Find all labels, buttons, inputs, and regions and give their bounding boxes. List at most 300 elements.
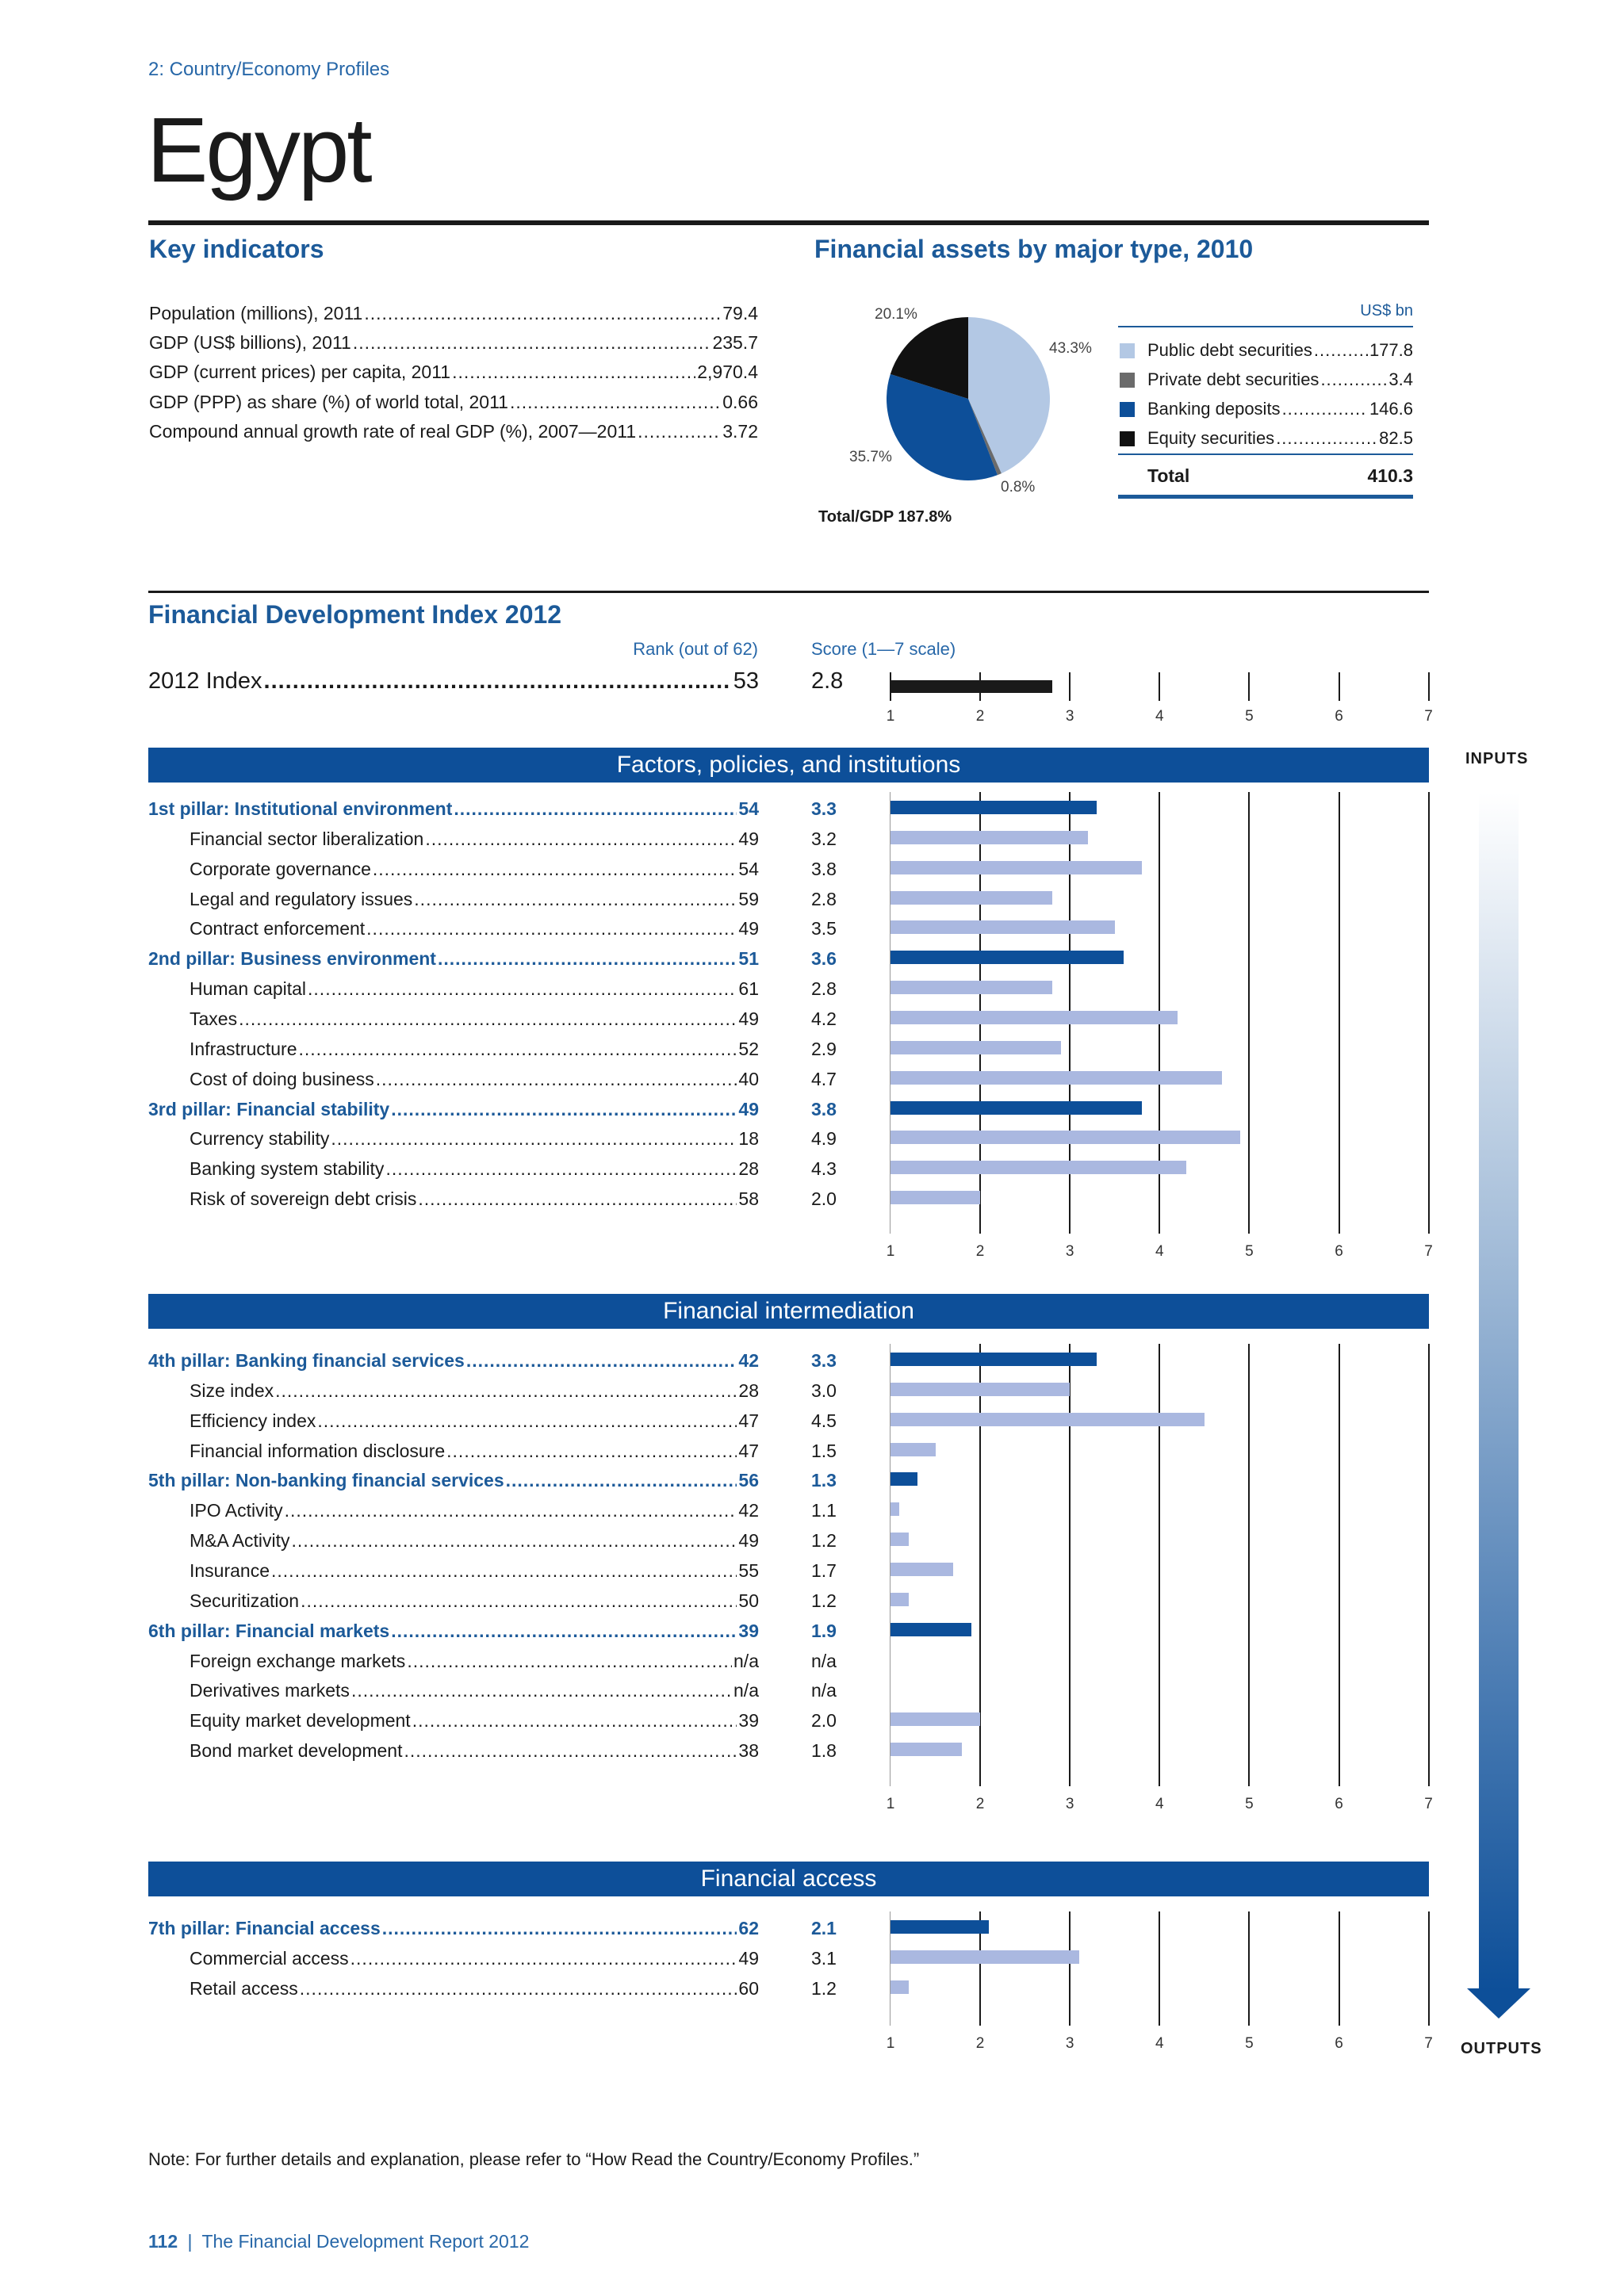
- section-axis-tick: 1: [886, 1796, 895, 1812]
- pillar-score-bar: [891, 1472, 917, 1486]
- footer-separator: |: [187, 2231, 193, 2252]
- financial-assets-pie-chart: [864, 305, 1063, 496]
- row-rank: 52: [738, 1039, 759, 1059]
- section-axis-tick: 4: [1155, 2035, 1164, 2052]
- leader-dots: [638, 421, 721, 442]
- section-axis-tick: 6: [1335, 1796, 1343, 1812]
- key-indicator-row: [149, 332, 758, 354]
- row-score: n/a: [811, 1680, 837, 1701]
- legend-total-rule: [1118, 453, 1413, 455]
- row-label: Retail access: [190, 1978, 298, 1999]
- indicator-row: [190, 1651, 759, 1679]
- legend-label: Public debt securities: [1147, 340, 1312, 360]
- legend-item: [1147, 369, 1413, 390]
- leader-dots: [452, 362, 695, 383]
- row-score: 3.2: [811, 828, 837, 849]
- row-score: 1.2: [811, 1530, 837, 1551]
- legend-label: Banking deposits: [1147, 399, 1281, 419]
- index-label: 2012 Index: [148, 668, 262, 694]
- section-axis-tick: 1: [886, 1243, 895, 1260]
- row-label: M&A Activity: [190, 1530, 290, 1551]
- row-label: 3rd pillar: Financial stability: [148, 1099, 390, 1119]
- gridline: [1069, 672, 1071, 701]
- index-score-bar: [891, 680, 1052, 693]
- leader-dots: [414, 889, 737, 910]
- section-axis-tick: 7: [1424, 1243, 1433, 1260]
- indicator-row: [190, 1590, 759, 1619]
- leader-dots: [391, 1621, 737, 1642]
- index-axis-tick: 2: [975, 708, 985, 725]
- pillar-score-bar: [891, 801, 1097, 814]
- row-label: Taxes: [190, 1008, 238, 1029]
- row-label: Infrastructure: [190, 1039, 297, 1059]
- indicator-score-bar: [891, 1161, 1186, 1174]
- indicator-row: [190, 1069, 759, 1097]
- legend-value: 82.5: [1379, 428, 1413, 448]
- row-score: 3.8: [811, 1099, 837, 1119]
- unit-label: US$ bn: [1360, 302, 1413, 320]
- pie-label-banking: 35.7%: [849, 449, 892, 465]
- pillar-row: [148, 948, 759, 977]
- indicator-score-bar: [891, 1980, 909, 1994]
- row-rank: 47: [738, 1410, 759, 1431]
- row-rank: 49: [738, 1530, 759, 1551]
- row-score: n/a: [811, 1651, 837, 1671]
- indicator-row: [190, 1740, 759, 1769]
- fdi-heading: Financial Development Index 2012: [148, 600, 562, 629]
- row-rank: 39: [738, 1710, 759, 1731]
- row-rank: 50: [738, 1590, 759, 1611]
- index-axis-tick: 4: [1155, 708, 1164, 725]
- leader-dots: [438, 948, 737, 970]
- pillar-row: [148, 1621, 759, 1649]
- pillar-score-bar: [891, 1101, 1142, 1115]
- indicator-score-bar: [891, 1413, 1205, 1426]
- index-axis-tick: 6: [1335, 708, 1343, 725]
- leader-dots: [353, 332, 711, 354]
- section-axis-tick: 3: [1065, 1796, 1074, 1812]
- key-indicator-value: 0.66: [722, 392, 758, 412]
- row-label: Corporate governance: [190, 859, 371, 879]
- indicator-score-bar: [891, 891, 1052, 905]
- leader-dots: [412, 1710, 737, 1732]
- legend-value: 146.6: [1369, 399, 1413, 419]
- indicator-row: [190, 859, 759, 887]
- indicator-row: [190, 889, 759, 917]
- pie-label-equity: 20.1%: [875, 306, 917, 323]
- section-axis-tick: 2: [975, 1796, 985, 1812]
- key-indicator-value: 2,970.4: [697, 362, 758, 382]
- section-axis-tick: 1: [886, 2035, 895, 2052]
- leader-dots: [466, 1350, 737, 1372]
- pie-label-public: 43.3%: [1049, 340, 1092, 357]
- leader-dots: [506, 1470, 737, 1491]
- legend-label: Equity securities: [1147, 428, 1275, 448]
- row-score: 2.0: [811, 1188, 837, 1209]
- gridline: [1248, 792, 1250, 1234]
- page-number: 112: [148, 2231, 178, 2252]
- indicator-score-bar: [891, 1743, 962, 1756]
- row-rank: 49: [738, 1099, 759, 1119]
- indicator-score-bar: [891, 1191, 980, 1204]
- indicator-score-bar: [891, 861, 1142, 874]
- index-score: 2.8: [811, 668, 844, 694]
- leader-dots: [510, 392, 721, 413]
- row-label: 4th pillar: Banking financial services: [148, 1350, 465, 1371]
- gridline: [1248, 1911, 1250, 2026]
- row-label: 1st pillar: Institutional environment: [148, 798, 453, 819]
- gridline: [1159, 1911, 1160, 2026]
- gridline: [1428, 1344, 1430, 1786]
- row-rank: 28: [738, 1158, 759, 1179]
- row-score: 1.2: [811, 1978, 837, 1999]
- indicator-row: [190, 1188, 759, 1217]
- section-label: 2: Country/Economy Profiles: [148, 59, 390, 80]
- legend-swatch: [1120, 431, 1135, 446]
- indicator-score-bar: [891, 1502, 899, 1516]
- legend-top-rule: [1118, 326, 1413, 327]
- legend-swatch: [1120, 402, 1135, 417]
- row-score: 4.3: [811, 1158, 837, 1179]
- pillar-score-bar: [891, 1353, 1097, 1366]
- row-rank: 42: [738, 1500, 759, 1521]
- footnote: Note: For further details and explanation, please refer to “How Read the Country/Economy Profiles.”: [148, 2149, 920, 2169]
- indicator-score-bar: [891, 920, 1115, 934]
- indicator-score-bar: [891, 1593, 909, 1606]
- gridline: [1248, 1344, 1250, 1786]
- row-rank: 42: [738, 1350, 759, 1371]
- indicator-score-bar: [891, 981, 1052, 994]
- pillar-row: [148, 798, 759, 827]
- key-indicator-value: 79.4: [722, 303, 758, 323]
- row-rank: 39: [738, 1621, 759, 1641]
- key-indicator-value: 235.7: [712, 332, 758, 353]
- legend-value: 3.4: [1388, 369, 1413, 389]
- row-label: Financial information disclosure: [190, 1441, 446, 1461]
- row-rank: n/a: [733, 1651, 759, 1671]
- row-label: Size index: [190, 1380, 274, 1401]
- key-indicator-label: GDP (current prices) per capita, 2011: [149, 362, 451, 382]
- leader-dots: [382, 1918, 737, 1939]
- gridline: [1248, 672, 1250, 701]
- section-axis-tick: 4: [1155, 1796, 1164, 1812]
- row-score: 1.5: [811, 1441, 837, 1461]
- row-score: 1.9: [811, 1621, 837, 1641]
- indicator-row: [190, 1680, 759, 1709]
- fdi-divider: [148, 591, 1429, 593]
- indicator-score-bar: [891, 831, 1088, 844]
- legend-value: 177.8: [1369, 340, 1413, 360]
- leader-dots: [299, 1039, 737, 1060]
- leader-dots: [350, 1948, 737, 1969]
- leader-dots: [366, 918, 737, 939]
- row-score: 3.6: [811, 948, 837, 969]
- row-label: Insurance: [190, 1560, 270, 1581]
- leader-dots: [385, 1158, 737, 1180]
- index-axis-tick: 1: [886, 708, 895, 725]
- section-banner: Financial intermediation: [148, 1294, 1429, 1329]
- row-score: 1.3: [811, 1470, 837, 1490]
- section-axis-tick: 7: [1424, 2035, 1433, 2052]
- pillar-row: [148, 1470, 759, 1498]
- indicator-score-bar: [891, 1131, 1240, 1144]
- indicator-row: [190, 1441, 759, 1469]
- row-score: 2.8: [811, 889, 837, 909]
- gridline: [1339, 1344, 1340, 1786]
- leader-dots: [425, 828, 737, 850]
- section-axis-tick: 5: [1245, 1796, 1254, 1812]
- leader-dots: [1314, 340, 1368, 361]
- page-title: Egypt: [147, 98, 370, 201]
- gridline: [1339, 672, 1340, 701]
- pillar-score-bar: [891, 951, 1124, 964]
- section-axis-tick: 3: [1065, 2035, 1074, 2052]
- section-axis-tick: 7: [1424, 1796, 1433, 1812]
- row-score: 3.0: [811, 1380, 837, 1401]
- key-indicator-row: [149, 421, 758, 442]
- row-rank: 54: [738, 859, 759, 879]
- leader-dots: [446, 1441, 737, 1462]
- row-label: Human capital: [190, 978, 307, 999]
- gridline: [1339, 1911, 1340, 2026]
- indicator-row: [190, 918, 759, 947]
- total-value: 410.3: [1367, 465, 1413, 486]
- gridline: [1069, 1911, 1071, 2026]
- index-row: [148, 668, 759, 695]
- row-score: 3.3: [811, 1350, 837, 1371]
- section-axis-tick: 5: [1245, 2035, 1254, 2052]
- row-score: 2.8: [811, 978, 837, 999]
- key-indicator-row: [149, 303, 758, 324]
- row-label: Financial sector liberalization: [190, 828, 424, 849]
- indicator-row: [190, 1008, 759, 1037]
- index-axis-tick: 3: [1065, 708, 1074, 725]
- pillar-row: [148, 1099, 759, 1127]
- inputs-label: INPUTS: [1465, 750, 1529, 767]
- indicator-row: [190, 828, 759, 857]
- leader-dots: [292, 1530, 737, 1552]
- row-label: 6th pillar: Financial markets: [148, 1621, 390, 1641]
- row-rank: 49: [738, 1008, 759, 1029]
- row-score: 4.9: [811, 1128, 837, 1149]
- indicator-row: [190, 978, 759, 1007]
- row-score: 3.3: [811, 798, 837, 819]
- row-rank: 40: [738, 1069, 759, 1089]
- gridline: [1069, 1344, 1071, 1786]
- key-indicator-label: Population (millions), 2011: [149, 303, 363, 323]
- gridline: [1428, 792, 1430, 1234]
- section-axis-tick: 4: [1155, 1243, 1164, 1260]
- leader-dots: [300, 1978, 737, 1999]
- key-indicator-label: Compound annual growth rate of real GDP (%), 2007—2011: [149, 421, 637, 442]
- gridline: [1159, 672, 1160, 701]
- row-score: 3.8: [811, 859, 837, 879]
- leader-dots: [454, 798, 737, 820]
- leader-dots: [1320, 369, 1387, 390]
- indicator-row: [190, 1560, 759, 1589]
- gridline: [1428, 672, 1430, 701]
- row-score: 2.9: [811, 1039, 837, 1059]
- section-axis-tick: 3: [1065, 1243, 1074, 1260]
- row-label: Securitization: [190, 1590, 300, 1611]
- row-label: Foreign exchange markets: [190, 1651, 406, 1671]
- gridline: [1339, 792, 1340, 1234]
- section-banner: Financial access: [148, 1862, 1429, 1896]
- leader-dots: [1282, 399, 1368, 419]
- row-score: 1.1: [811, 1500, 837, 1521]
- row-score: 3.5: [811, 918, 837, 939]
- leader-dots: [1276, 428, 1377, 449]
- score-column-header: Score (1—7 scale): [811, 639, 956, 659]
- key-indicator-value: 3.72: [722, 421, 758, 442]
- leader-dots: [239, 1008, 737, 1030]
- index-rank: 53: [733, 668, 759, 694]
- row-label: Efficiency index: [190, 1410, 316, 1431]
- leader-dots: [301, 1590, 737, 1612]
- indicator-row: [190, 1978, 759, 2007]
- legend-swatch: [1120, 373, 1135, 388]
- row-score: 2.0: [811, 1710, 837, 1731]
- row-score: 3.1: [811, 1948, 837, 1969]
- pillar-score-bar: [891, 1920, 989, 1934]
- row-score: 1.7: [811, 1560, 837, 1581]
- row-score: 1.8: [811, 1740, 837, 1761]
- indicator-score-bar: [891, 1071, 1222, 1085]
- index-axis-tick: 5: [1245, 708, 1254, 725]
- row-label: Currency stability: [190, 1128, 330, 1149]
- leader-dots: [376, 1069, 737, 1090]
- indicator-score-bar: [891, 1443, 936, 1456]
- down-arrow-icon: [1467, 1988, 1530, 2020]
- indicator-score-bar: [891, 1563, 953, 1576]
- row-rank: 55: [738, 1560, 759, 1581]
- key-indicators-heading: Key indicators: [149, 235, 324, 263]
- indicator-row: [190, 1530, 759, 1559]
- indicator-row: [190, 1128, 759, 1157]
- row-label: Bond market development: [190, 1740, 403, 1761]
- row-rank: 47: [738, 1441, 759, 1461]
- key-indicator-label: GDP (PPP) as share (%) of world total, 2011: [149, 392, 508, 412]
- legend-swatch: [1120, 343, 1135, 358]
- row-label: Derivatives markets: [190, 1680, 350, 1701]
- indicator-row: [190, 1410, 759, 1439]
- leader-dots: [308, 978, 737, 1000]
- legend-bottom-rule: [1118, 495, 1413, 499]
- indicator-score-bar: [891, 1533, 909, 1546]
- row-rank: 18: [738, 1128, 759, 1149]
- row-label: Risk of sovereign debt crisis: [190, 1188, 417, 1209]
- pie-label-private: 0.8%: [1001, 479, 1036, 496]
- section-axis-tick: 6: [1335, 2035, 1343, 2052]
- leader-dots: [391, 1099, 737, 1120]
- gridline: [1428, 1911, 1430, 2026]
- row-label: Cost of doing business: [190, 1069, 374, 1089]
- row-rank: 61: [738, 978, 759, 999]
- index-axis-tick: 7: [1424, 708, 1433, 725]
- row-label: 7th pillar: Financial access: [148, 1918, 381, 1938]
- rank-column-header: Rank (out of 62): [633, 639, 758, 659]
- indicator-score-bar: [891, 1041, 1061, 1054]
- section-axis-tick: 5: [1245, 1243, 1254, 1260]
- legend-item: [1147, 399, 1413, 419]
- row-rank: 28: [738, 1380, 759, 1401]
- leader-dots: [373, 859, 737, 880]
- row-label: Banking system stability: [190, 1158, 385, 1179]
- row-rank: 51: [738, 948, 759, 969]
- page-footer: [148, 2231, 529, 2252]
- row-rank: 49: [738, 828, 759, 849]
- row-rank: 60: [738, 1978, 759, 1999]
- gridline: [1159, 1344, 1160, 1786]
- key-indicator-row: [149, 392, 758, 413]
- header-divider: [148, 220, 1429, 225]
- row-score: 4.7: [811, 1069, 837, 1089]
- row-score: 4.5: [811, 1410, 837, 1431]
- pillar-row: [148, 1350, 759, 1379]
- row-score: 4.2: [811, 1008, 837, 1029]
- leader-dots: [418, 1188, 737, 1210]
- indicator-score-bar: [891, 1712, 980, 1726]
- outputs-label: OUTPUTS: [1461, 2040, 1542, 2057]
- leader-dots: [317, 1410, 737, 1432]
- leader-dots: [404, 1740, 737, 1762]
- row-label: Legal and regulatory issues: [190, 889, 413, 909]
- key-indicator-label: GDP (US$ billions), 2011: [149, 332, 351, 353]
- section-axis-tick: 2: [975, 2035, 985, 2052]
- total-gdp: Total/GDP 187.8%: [818, 508, 952, 526]
- indicator-row: [190, 1948, 759, 1976]
- flow-arrow-shaft: [1479, 793, 1519, 1990]
- legend-label: Private debt securities: [1147, 369, 1320, 389]
- financial-assets-heading: Financial assets by major type, 2010: [814, 235, 1254, 263]
- indicator-score-bar: [891, 1383, 1070, 1396]
- row-label: Contract enforcement: [190, 918, 366, 939]
- leader-dots: [285, 1500, 737, 1521]
- row-label: 2nd pillar: Business environment: [148, 948, 436, 969]
- key-indicator-row: [149, 362, 758, 383]
- indicator-row: [190, 1039, 759, 1067]
- indicator-row: [190, 1158, 759, 1187]
- section-axis-tick: 2: [975, 1243, 985, 1260]
- legend-item: [1147, 340, 1413, 361]
- leader-dots: [331, 1128, 737, 1150]
- index-leader: [264, 668, 732, 695]
- leader-dots: [351, 1680, 732, 1701]
- leader-dots: [271, 1560, 737, 1582]
- row-score: 1.2: [811, 1590, 837, 1611]
- row-label: IPO Activity: [190, 1500, 283, 1521]
- indicator-score-bar: [891, 1950, 1079, 1964]
- leader-dots: [275, 1380, 737, 1402]
- row-rank: 58: [738, 1188, 759, 1209]
- indicator-score-bar: [891, 1011, 1178, 1024]
- report-title: The Financial Development Report 2012: [201, 2231, 530, 2252]
- leader-dots: [407, 1651, 732, 1672]
- indicator-row: [190, 1500, 759, 1529]
- row-rank: 59: [738, 889, 759, 909]
- row-label: Equity market development: [190, 1710, 411, 1731]
- row-rank: 49: [738, 918, 759, 939]
- indicator-row: [190, 1710, 759, 1739]
- indicator-row: [190, 1380, 759, 1409]
- leader-dots: [364, 303, 721, 324]
- legend-item: [1147, 428, 1413, 449]
- total-label: Total: [1147, 465, 1190, 486]
- row-label: Commercial access: [190, 1948, 349, 1969]
- pillar-score-bar: [891, 1623, 971, 1636]
- row-rank: 49: [738, 1948, 759, 1969]
- row-rank: 54: [738, 798, 759, 819]
